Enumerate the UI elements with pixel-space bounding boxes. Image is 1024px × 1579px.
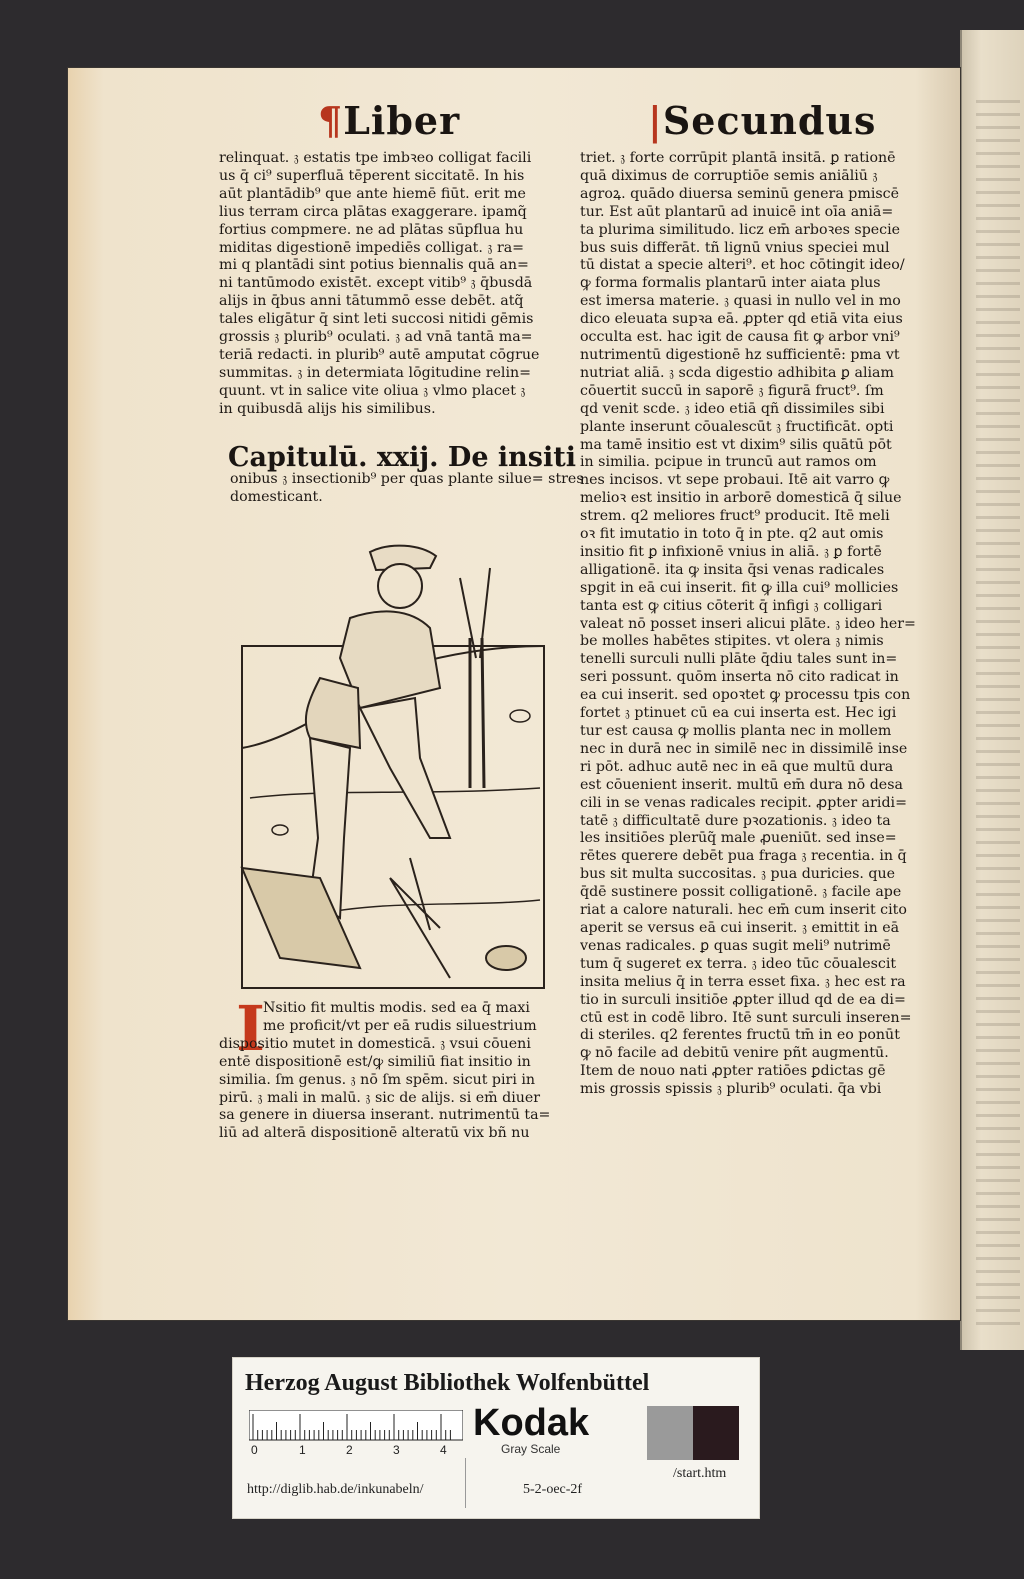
text-line: liū ad alterā dispositionē alteratū vix bñ nu (219, 1125, 530, 1142)
text-line: in quibusdā alijs his similibus. (219, 400, 436, 417)
text-line: similia. ſm genus. 𝔷 nō ſm spēm. sicut piri in (219, 1071, 536, 1088)
ruler-number: 4 (440, 1443, 447, 1457)
text-line: seri possunt. quōm inserta nō cito radicat in (580, 669, 899, 686)
library-name: Herzog August Bibliothek Wolfenbüttel (245, 1370, 650, 1396)
text-line: agroꝝ. quādo diuersa seminū genera pmiscē (580, 185, 899, 202)
start-page-path: /start.htm (673, 1466, 727, 1481)
text-line: nec in durā nec in similē nec in dissimilē inse (580, 740, 908, 757)
dark-swatch (693, 1406, 739, 1460)
text-line: melioꝛ est insitio in arborē domesticā q̄ silue (580, 490, 902, 507)
text-line: tur. Est aūt plantarū ad inuicē int oīa aniā= (580, 203, 894, 220)
text-line: q̄dē sustinere possit colligationē. 𝔷 facile ape (580, 884, 902, 901)
text-line: nutrimentū digestionē hz sufficientē: pma vt (580, 346, 900, 363)
text-line: qd̄ venit scd̄e. 𝔷 ideo etiā qñ dissimiles sibi (580, 400, 885, 417)
text-line: dispositio mutet in domesticā. 𝔷 vsui cōueni (219, 1035, 531, 1052)
ruler-number: 3 (393, 1443, 400, 1457)
text-line: est cōuenient inserit. multū em̄ dura nō desa (580, 776, 903, 793)
running-header-left (318, 98, 460, 143)
gray-swatch (647, 1406, 693, 1460)
text-line: teriā redacti. in plurib⁹ autē amputat cōgrue (219, 346, 540, 363)
chapter-subheading-line: stres domesticant. (230, 471, 584, 505)
text-line: quunt. vt in salice vite oliua 𝔷 vlmo placet 𝔷 (219, 382, 526, 399)
text-line: sa genere in diuersa inserant. nutrimentū ta= (219, 1107, 551, 1124)
text-line: valeat nō posset inseri alicui plāte. 𝔷 ideo her= (580, 615, 916, 632)
text-line: cili in se venas radicales recipit. ꝓpter aridi= (580, 794, 907, 811)
text-line: tenelli surculi nulli plāte q̄diu tales sunt in= (580, 651, 898, 668)
text-line: ꝙ nō facile ad debitū venire pñt augmentū. (580, 1045, 889, 1062)
text-line: ctū est in codē libro. Itē sunt surculi inseren= (580, 1009, 912, 1026)
chapter-subheading-line: onibus 𝔷 insectionib⁹ per quas plante silue= (230, 471, 544, 487)
text-line: mi q plantādi sint potius biennalis quā an= (219, 257, 529, 274)
text-line: relinquat. 𝔷 estatis tpe imbꝛeo colligat facili (219, 150, 532, 166)
text-line: aūt plantādib⁹ que ante hiemē fiūt. erit me (219, 185, 526, 202)
text-line: tanta est ꝙ citius cōterit q̄ infigi 𝔷 colligari (580, 597, 883, 614)
text-line: entē dispositionē est/ꝙ similiū fiat insitio in (219, 1053, 531, 1070)
digital-library-url: http://diglib.hab.de/inkunabeln/ (247, 1482, 424, 1497)
ruler-number: 2 (346, 1443, 353, 1457)
rubric-stroke: | (648, 98, 663, 143)
left-column-text-lower (219, 992, 609, 1143)
gray-scale-caption: Gray Scale (501, 1442, 561, 1456)
text-line: insitio fit ꝑ infixionē vnius in aliā. 𝔷 ꝑ fortē (580, 543, 882, 560)
adjacent-page-text (976, 100, 1020, 1330)
text-line: bus sit multa succositas. 𝔷 pua duricies. que (580, 866, 896, 883)
header-right-word: Secundus (662, 98, 877, 143)
kodak-logo: Kodak (473, 1402, 590, 1444)
text-line: di steriles. q2 ferentes fructū tm̄ in eo ponūt (580, 1027, 900, 1044)
text-line: alijs in q̄bus anni tātummō esse debēt. atq̃ (219, 293, 524, 310)
text-line: insita melius q̄ in terra esset fixa. 𝔷 hec est ra (580, 973, 906, 990)
text-line: spgit in eā cui inserit. fit ꝙ illa cui⁹ mollicies (580, 579, 899, 596)
text-line: oꝛ fit imutatio in toto q̄ in pte. q2 aut omis (580, 526, 884, 543)
book-page (68, 68, 960, 1320)
text-line: aperit se versus eā cui inserit. 𝔷 emittit in eā (580, 919, 900, 936)
text-line: Nsitio fit multis modis. sed ea q̄ maxi (263, 1000, 530, 1016)
right-column-text (580, 150, 976, 1099)
text-line: est imersa materie. 𝔷 quasi in nullo vel in mo (580, 293, 901, 310)
text-line: occulta est. hac igit de causa fit ꝙ arbor vni⁹ (580, 329, 900, 346)
text-line: grossis 𝔷 plurib⁹ oculati. 𝔷 ad vnā tantā ma= (219, 329, 533, 346)
text-line: bus suis differāt. tñ lignū vnius speciei mul (580, 239, 890, 256)
text-line: miditas digestionē impediēs colligat. 𝔷 ra= (219, 239, 525, 256)
text-line: nutriat aliā. 𝔷 scd̄a digestio adhibita ꝑ aliam (580, 364, 894, 381)
text-line: ꝙ forma formalis plantarū inter aiata plus (580, 275, 881, 292)
decorated-initial: I (236, 992, 266, 1065)
card-divider (465, 1458, 466, 1508)
text-line: nes incisos. vt sepe probaui. Itē ait varro ꝙ (580, 472, 890, 489)
text-line: tatē 𝔷 difficultatē dure pꝛozationis. 𝔷 ideo ta (580, 812, 891, 829)
text-line: tum q̄ sugeret ex terra. 𝔷 ideo tūc cōualescit (580, 955, 897, 972)
text-line: venas radicales. ꝑ quas sugit meli⁹ nutrimē (580, 937, 891, 954)
text-line: plante inserunt cōualescūt 𝔷 fructificāt. opti (580, 418, 894, 435)
text-line: quā diximus de corruptiōe semis aniāliū 𝔷 (580, 167, 878, 184)
text-line: Item de nouo nati ꝓpter ratiōes ꝑdictas gē (580, 1063, 886, 1080)
text-line: cōuertit succū in saporē 𝔷 figurā fruct⁹. ſm (580, 382, 884, 399)
text-line: fortet 𝔷 ptinuet cū ea cui inserta est. Hec igi (580, 705, 897, 722)
text-line: in similia. pcipue in truncū aut ramos om (580, 454, 877, 471)
text-line: ri pōt. adhuc autē nec in eā que multū dura (580, 758, 894, 775)
text-line: triet. 𝔷 forte corrūpit plantā insitā. ꝑ rationē (580, 150, 896, 166)
text-line: les insitiōes plerūq̃ male ꝓueniūt. sed inse= (580, 830, 897, 847)
text-line: ea cui inserit. sed opoꝛtet ꝙ processu tpis con (580, 687, 911, 704)
text-line: summitas. 𝔷 in determiata lōgitudine relin= (219, 364, 532, 381)
pilcrow-mark: ¶ (318, 98, 344, 143)
left-column-text (219, 150, 609, 419)
ruler-scale (249, 1410, 463, 1458)
shelfmark: 5-2-oec-2f (523, 1482, 583, 1497)
text-line: mis grossis spissis 𝔷 plurib⁹ oculati. q̄a vbi (580, 1081, 882, 1098)
text-line: ta plurima similitudo. licz em̄ arboꝛes specie (580, 221, 901, 238)
ruler-number: 0 (251, 1443, 258, 1457)
text-line: tū distat a specie alteri⁹. et hoc cōtingit ideo/ (580, 257, 905, 274)
text-line: strem. q2 meliores fruct⁹ producit. Itē meli (580, 508, 890, 525)
text-line: me proficit/vt per eā rudis siluestrium (263, 1017, 537, 1034)
text-line: fortius compmere. ne ad plātas sūpflua hu (219, 221, 524, 238)
text-line: ma tamē insitio est vt dixim⁹ silis quātū pōt (580, 436, 892, 453)
text-line: rētes querere debēt pua fraga 𝔷 recentia. in q̄ (580, 848, 907, 865)
chapter-heading: Capitulū. xxij. De insiti (228, 442, 576, 473)
running-header-right (648, 98, 876, 143)
woodcut-illustration (240, 538, 546, 990)
text-line: be molles habētes stipites. vt olera 𝔷 nimis (580, 633, 884, 650)
text-line: us q̄ ci⁹ superfluā tēperent siccitatē. In his (219, 167, 525, 184)
header-left-word: Liber (343, 98, 461, 143)
chapter-subheading (230, 471, 610, 507)
text-line: tur est causa ꝙ mollis planta nec in mollem (580, 723, 892, 739)
library-color-card (232, 1357, 760, 1519)
text-line: tio in surculi insitiōe ꝓpter illud qd̄ de ea di= (580, 991, 906, 1008)
ruler-number: 1 (299, 1443, 306, 1457)
text-line: pirū. 𝔷 mali in malū. 𝔷 sic de alijs. si em̄ diuer (219, 1089, 541, 1106)
text-line: dico eleuata supꝛa eā. ꝓpter qd̄ etiā vita eius (580, 311, 903, 328)
text-line: ni tantūmodo existēt. except̄ vitib⁹ 𝔷 q̄busdā (219, 275, 533, 292)
text-line: alligationē. ita ꝙ insita q̄si venas radicales (580, 561, 885, 578)
text-line: lius terram circa plātas exaggerare. ipamq̃ (219, 203, 527, 220)
text-line: tales eligātur q̄ sint leti succosi nitidi gēmis (219, 311, 534, 328)
text-line: riat a calore naturali. hec em̄ cum inserit cito (580, 902, 907, 919)
